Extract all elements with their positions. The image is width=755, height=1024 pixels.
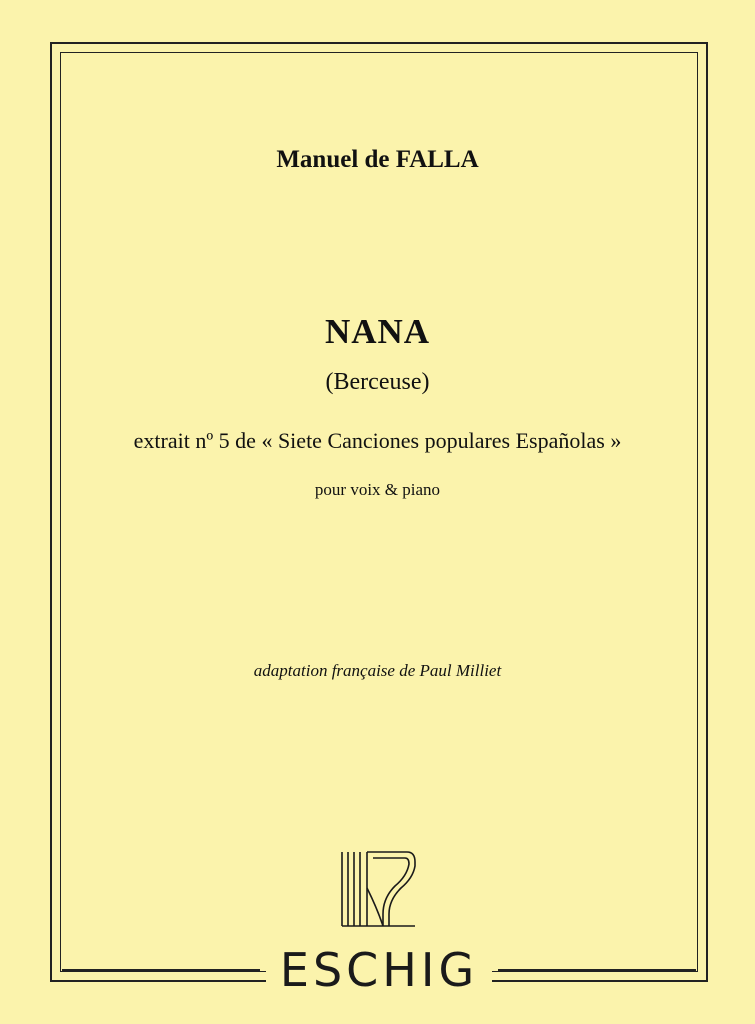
publisher-name: ESCHIG <box>266 943 492 997</box>
work-subtitle: (Berceuse) <box>325 369 430 395</box>
instrumentation: pour voix & piano <box>314 480 441 499</box>
extract-note: extrait nº 5 de « Siete Canciones populares Españolas » <box>133 428 622 453</box>
harp-lyre-logo-icon <box>337 848 419 930</box>
adaptation-credit: adaptation française de Paul Milliet <box>253 661 502 680</box>
composer-name: Manuel de FALLA <box>276 146 479 173</box>
inner-border-frame <box>60 52 698 972</box>
publisher-block <box>62 940 696 1000</box>
publisher-name-wrap <box>62 940 696 1000</box>
work-title: NANA <box>324 312 431 351</box>
